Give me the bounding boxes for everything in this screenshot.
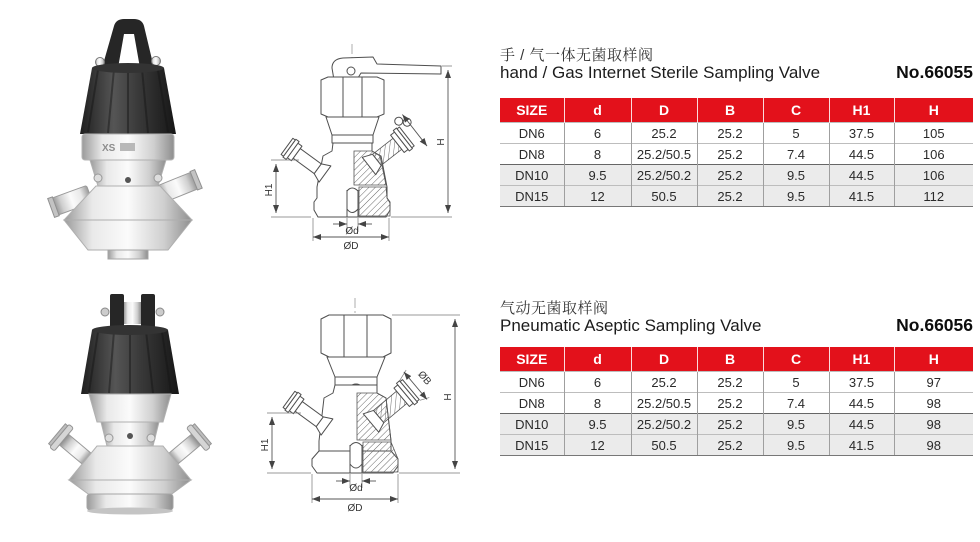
- cell: 25.2/50.5: [631, 393, 697, 414]
- header-cell-B: B: [697, 98, 763, 123]
- cell: 7.4: [763, 393, 829, 414]
- header-cell-size: SIZE: [500, 98, 564, 123]
- bonnet-ring: [332, 135, 373, 143]
- cell: 6: [564, 123, 631, 144]
- cell: 44.5: [829, 414, 894, 435]
- cell: 9.5: [763, 414, 829, 435]
- cell: 98: [894, 414, 973, 435]
- section2-title-zh: 气动无菌取样阀: [500, 300, 609, 317]
- cell: 25.2: [697, 393, 763, 414]
- cell: 25.2: [697, 372, 763, 393]
- cell: 25.2: [697, 414, 763, 435]
- cell: 98: [894, 435, 973, 456]
- dim-label-h: H: [436, 138, 447, 146]
- cell: 9.5: [763, 165, 829, 186]
- header-cell-H: H: [894, 347, 973, 372]
- body-lower-cone: [64, 220, 192, 250]
- cell: DN10: [500, 414, 564, 435]
- handle-pivot: [347, 67, 355, 75]
- section1-model-no: No.66055: [896, 62, 973, 82]
- table-row-dn6: [500, 123, 973, 144]
- cell: 25.2: [697, 144, 763, 165]
- header-cell-C: C: [763, 98, 829, 123]
- cell: 25.2: [697, 186, 763, 207]
- bonnet-bolt: [94, 174, 102, 182]
- base-lip: [87, 508, 173, 515]
- header-cell-H1: H1: [829, 98, 894, 123]
- neck-bolt: [105, 434, 113, 442]
- spec-table-66056: [500, 347, 973, 456]
- cell: 98: [894, 393, 973, 414]
- header-cell-size: SIZE: [500, 347, 564, 372]
- product-photo-hand-gas-valve: [40, 14, 230, 262]
- cell: 25.2: [631, 123, 697, 144]
- bail-handle: [102, 19, 154, 68]
- dim-label-h1: H1: [260, 438, 271, 452]
- cell: 41.5: [829, 435, 894, 456]
- cell: 8: [564, 144, 631, 165]
- section1-title-zh: 手 / 气一体无菌取样阀: [500, 47, 654, 64]
- cell: 25.2: [697, 123, 763, 144]
- cell: DN15: [500, 435, 564, 456]
- header-cell-D: D: [631, 98, 697, 123]
- cell: 37.5: [829, 372, 894, 393]
- cell: 12: [564, 435, 631, 456]
- section1-title-row: [500, 62, 973, 83]
- section2-title-row: [500, 315, 973, 336]
- handle-bolt: [152, 57, 161, 66]
- cell: 105: [894, 123, 973, 144]
- table-row-dn15: [500, 435, 973, 456]
- cell: 5: [763, 372, 829, 393]
- cell: DN10: [500, 165, 564, 186]
- knob-top: [92, 63, 164, 73]
- cell: 44.5: [829, 165, 894, 186]
- bonnet-bolt: [154, 174, 162, 182]
- cell: 106: [894, 144, 973, 165]
- spec-table-66055: [500, 98, 973, 207]
- header-cell-d: d: [564, 347, 631, 372]
- cell: 7.4: [763, 144, 829, 165]
- hex-cap: [321, 315, 391, 357]
- cell: 106: [894, 165, 973, 186]
- cell: 44.5: [829, 144, 894, 165]
- cell: 25.2: [697, 435, 763, 456]
- table-header-row: [500, 347, 973, 372]
- cell: 9.5: [763, 186, 829, 207]
- cell: 50.5: [631, 435, 697, 456]
- cell: DN8: [500, 144, 564, 165]
- vent-hole: [125, 177, 131, 183]
- knob-top: [92, 325, 168, 335]
- dim-label-h1: H1: [264, 183, 275, 197]
- cell: 8: [564, 393, 631, 414]
- cell: 41.5: [829, 186, 894, 207]
- header-cell-H: H: [894, 98, 973, 123]
- bottom-spout: [108, 250, 148, 259]
- cell: 5: [763, 123, 829, 144]
- clevis-bolt: [101, 308, 109, 316]
- header-cell-B: B: [697, 347, 763, 372]
- h1-extension-lines: [267, 413, 311, 473]
- section-hatch: [363, 442, 398, 472]
- table-row-dn15: [500, 186, 973, 207]
- section1-title-en: hand / Gas Internet Sterile Sampling Valve: [500, 63, 821, 82]
- cell: DN15: [500, 186, 564, 207]
- cell: 6: [564, 372, 631, 393]
- cell: 97: [894, 372, 973, 393]
- clevis-plate: [141, 294, 155, 330]
- cell: 25.2/50.5: [631, 144, 697, 165]
- table-header-row: [500, 98, 973, 123]
- dim-label-d: Ød: [349, 483, 363, 494]
- dim-label-d: Ød: [345, 226, 359, 237]
- bonnet-cone: [326, 117, 379, 135]
- table-row-dn8: [500, 393, 973, 414]
- cell: 25.2: [631, 372, 697, 393]
- cell: 44.5: [829, 393, 894, 414]
- header-cell-C: C: [763, 347, 829, 372]
- section2-model-no: No.66056: [896, 315, 973, 335]
- bonnet-cone: [327, 357, 385, 377]
- dim-label-D: ØD: [347, 503, 363, 513]
- clevis-core: [124, 302, 141, 324]
- dim-label-D: ØD: [343, 241, 359, 252]
- clevis-bolt: [156, 308, 164, 316]
- header-cell-H1: H1: [829, 347, 894, 372]
- cell: 37.5: [829, 123, 894, 144]
- cell: 25.2/50.2: [631, 165, 697, 186]
- hex-cap: [321, 77, 384, 117]
- section2-title-en: Pneumatic Aseptic Sampling Valve: [500, 316, 762, 335]
- cell: 25.2: [697, 165, 763, 186]
- dim-label-h: H: [443, 393, 454, 401]
- header-cell-D: D: [631, 347, 697, 372]
- neck-bolt: [147, 434, 155, 442]
- cell: DN8: [500, 393, 564, 414]
- upper-collar: [89, 394, 171, 422]
- cell: 9.5: [763, 435, 829, 456]
- technical-drawing-hand-gas-valve: [255, 40, 485, 252]
- clevis-plate: [110, 294, 124, 330]
- vent-hole: [127, 433, 133, 439]
- technical-drawing-pneumatic-valve: [255, 295, 485, 513]
- cell: 12: [564, 186, 631, 207]
- cell: 50.5: [631, 186, 697, 207]
- h1-extension-lines: [271, 160, 311, 217]
- cell: 25.2/50.2: [631, 414, 697, 435]
- table-row-dn10: [500, 414, 973, 435]
- valve-plug: [347, 188, 358, 213]
- clamp-nut: [393, 116, 404, 127]
- valve-plug: [350, 443, 362, 469]
- dim-label-b: ØB: [415, 369, 434, 388]
- header-cell-d: d: [564, 98, 631, 123]
- section-hatch: [359, 187, 390, 216]
- cell: DN6: [500, 372, 564, 393]
- cell: DN6: [500, 123, 564, 144]
- cell: 9.5: [564, 165, 631, 186]
- cell: 112: [894, 186, 973, 207]
- logo-badge: [120, 143, 135, 151]
- table-row-dn10: [500, 165, 973, 186]
- product-photo-pneumatic-valve: [35, 288, 230, 516]
- table-row-dn8: [500, 144, 973, 165]
- brand-logo-text: XS: [102, 143, 116, 154]
- cell: 9.5: [564, 414, 631, 435]
- table-row-dn6: [500, 372, 973, 393]
